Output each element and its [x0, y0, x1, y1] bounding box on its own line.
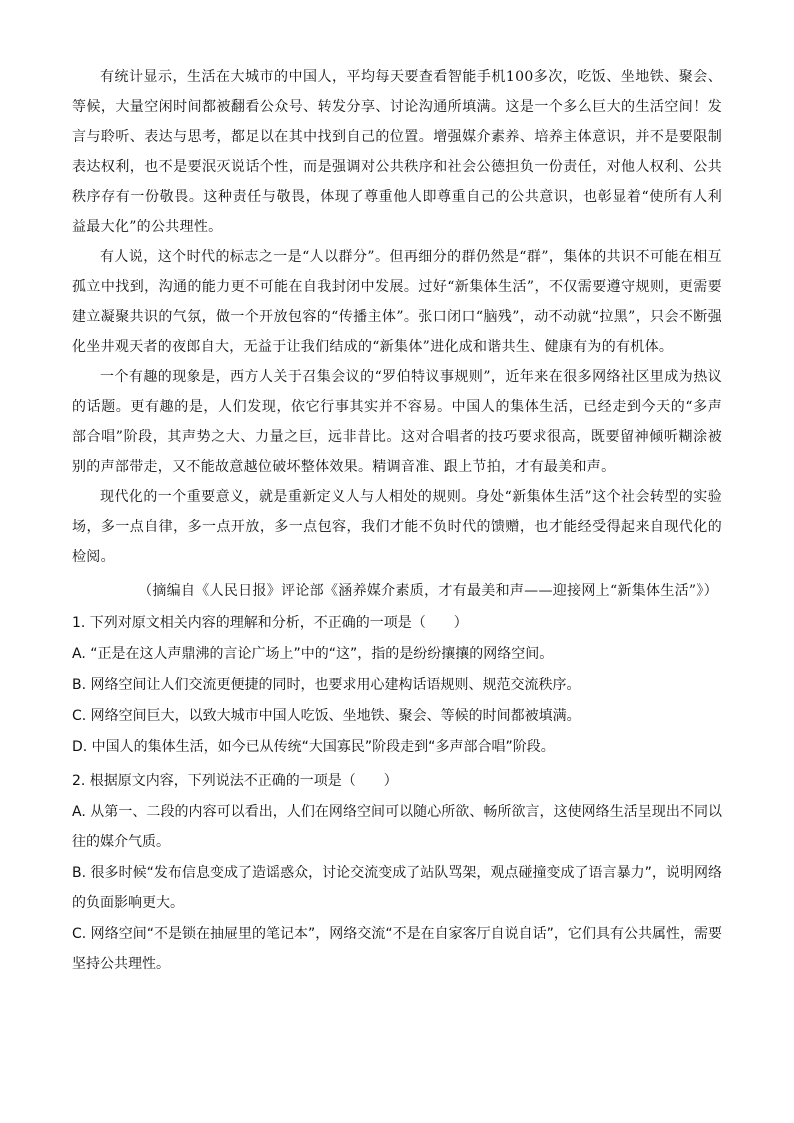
question-1: [72, 608, 722, 762]
question-1-option-a: A. “正是在这人声鼎沸的言论广场上”中的“这”，指的是纷纷攘攘的网络空间。: [72, 646, 554, 662]
question-2-option-b: B. 很多时候“发布信息变成了造谣惑众，讨论交流变成了站队骂架，观点碰撞变成了语言暴力”，说明网络的负面影响更大。: [72, 865, 722, 911]
question-1-option-d: D. 中国人的集体生活，如今已从传统“大国寡民”阶段走到“多声部合唱”阶段。: [72, 739, 555, 755]
question-2-stem: 2. 根据原文内容，下列说法不正确的一项是（ ）: [72, 773, 398, 789]
passage-paragraph-1: 有统计显示，生活在大城市的中国人，平均每天要查看智能手机100多次，吃饭、坐地铁、聚会、等候，大量空闲时间都被翻看公众号、转发分享、讨论沟通所填满。这是一个多么巨大的生活空间！发言与聆听、表达与思考，都足以在其中找到自己的位置。增强媒介素养、培养主体意识，并不是要限制表达权利，也不是要泯灭说话个性，而是强调对公共秩序和社会公德担负一份责任，对他人权利、公共秩序存有一份敬畏。这种责任与敬畏，体现了尊重他人即尊重自己的公共意识，也彰显着“使所有人利益最大化”的公共理性。: [72, 69, 722, 235]
question-2: [72, 766, 722, 979]
questions: [72, 608, 722, 979]
passage-paragraph-3: 一个有趣的现象是，西方人关于召集会议的“罗伯特议事规则”，近年来在很多网络社区里成为热议的话题。更有趣的是，人们发现，依它行事其实并不容易。中国人的集体生活，已经走到今天的“多声部合唱”阶段，其声势之大、力量之巨，远非昔比。这对合唱者的技巧要求很高，既要留神倾听糊涂被别的声部带走，又不能故意越位破坏整体效果。精调音准、跟上节拍，才有最美和声。: [72, 369, 722, 475]
question-1-option-b: B. 网络空间让人们交流更便捷的同时，也要求用心建构话语规则、规范交流秩序。: [72, 677, 581, 693]
passage-paragraph-2: 有人说，这个时代的标志之一是“人以群分”。但再细分的群仍然是“群”，集体的共识不可能在相互孤立中找到，沟通的能力更不可能在自我封闭中发展。过好“新集体生活”，不仅需要遵守规则，更需要建立凝聚共识的气氛，做一个开放包容的“传播主体”。张口闭口“脑残”，动不动就“拉黑”，只会不断强化坐井观天者的夜郎自大，无益于让我们结成的“新集体”进化成和谐共生、健康有为的有机体。: [72, 249, 722, 355]
question-2-option-c: C. 网络空间“不是锁在抽屉里的笔记本”，网络交流“不是在自家客厅自说自话”，它们具有公共属性，需要坚持公共理性。: [72, 926, 722, 972]
passage: [72, 62, 722, 606]
question-1-stem: 1. 下列对原文相关内容的理解和分析，不正确的一项是（ ）: [72, 615, 468, 631]
passage-paragraph-4: 现代化的一个重要意义，就是重新定义人与人相处的规则。身处“新集体生活”这个社会转型的实验场，多一点自律，多一点开放，多一点包容，我们才能不负时代的馈赠，也才能经受得起来自现代化的检阅。: [72, 489, 722, 565]
question-1-option-c: C. 网络空间巨大，以致大城市中国人吃饭、坐地铁、聚会、等候的时间都被填满。: [72, 708, 581, 724]
passage-source: （摘编自《人民日报》评论部《涵养媒介素质，才有最美和声——迎接网上“新集体生活”》）: [138, 583, 718, 599]
question-2-option-a: A. 从第一、二段的内容可以看出，人们在网络空间可以随心所欲、畅所欲言，这使网络生活呈现出不同以往的媒介气质。: [72, 804, 722, 850]
